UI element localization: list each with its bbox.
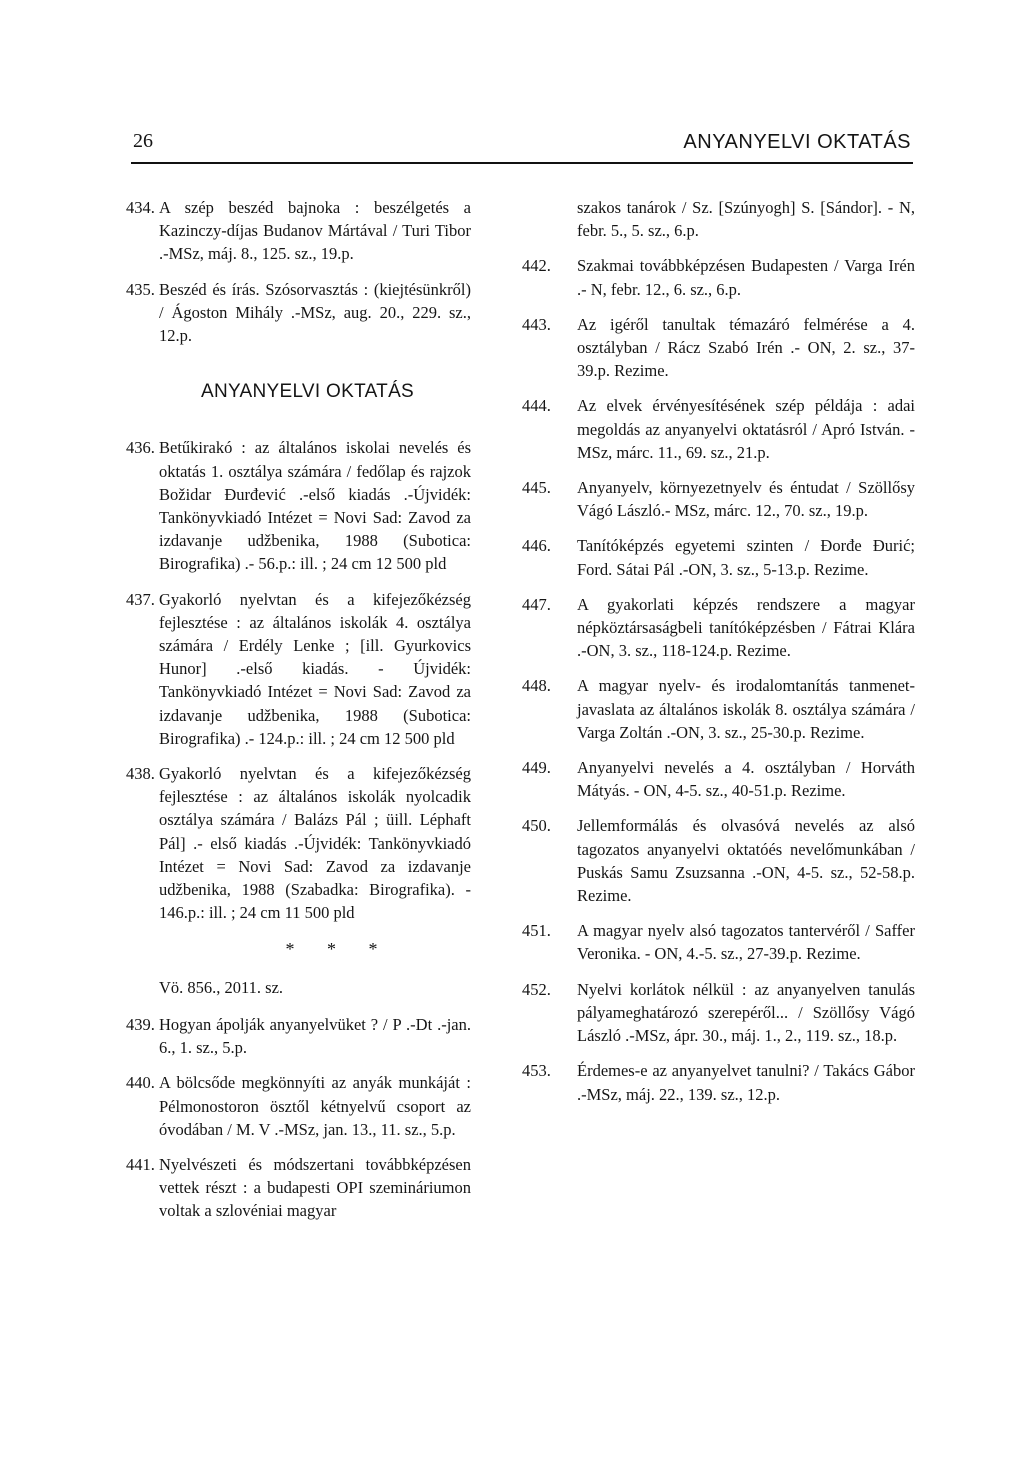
entry-number: 446. <box>522 536 551 556</box>
bib-entry-448 <box>522 674 915 744</box>
entry-text: Jellemformálás és olvasóvá nevelés az alsó tagozatos anyanyelvi oktatóés nevelőmunkában / Puskás Samu Zsuzsanna .-ON, 4-5. sz., 52-58.p. Rezime. <box>577 816 915 906</box>
entry-text: Az elvek érvényesítésének szép példája : adai megoldás az anyanyelvi oktatásról / Apró István. - MSz, márc. 11., 69. sz., 21.p. <box>577 396 915 462</box>
entry-number: 444. <box>522 396 551 416</box>
entry-text: Gyakorló nyelvtan és a kifejezőkézség fejlesztése : az általános iskolák 4. osztálya számára / Erdély Lenke ; [ill. Gyurkovics Hunor] .-első kiadás. - Újvidék: Tankönyvkiadó Intézet = Novi Sad: Zavod za izdavanje udžbenika, 1988 (Subotica: Birografika) .- 124.p.: ill. ; 24 cm 12 500 pld <box>159 589 471 748</box>
entry-text: A gyakorlati képzés rendszere a magyar népköztársaságbeli tanítóképzésben / Fátrai Klára .-ON, 3. sz., 118-124.p. Rezime. <box>577 594 915 661</box>
entry-continuation: szakos tanárok / Sz. [Szúnyogh] S. [Sándor]. - N, febr. 5., 5. sz., 6.p. <box>577 198 915 241</box>
entry-number: 435. <box>126 279 155 299</box>
entry-number: 445. <box>522 478 551 498</box>
entry-number: 437. <box>126 589 155 609</box>
entry-number: 436. <box>126 438 155 458</box>
bib-entry-441 <box>126 1153 471 1223</box>
entry-number: 438. <box>126 764 155 784</box>
entry-text: Nyelvi korlátok nélkül : az anyanyelven tanulás pályameghatározó szerepéről... / Szöllősy Vágó László .-MSz, ápr. 30., máj. 1., 2., 119. sz., 18.p. <box>577 979 915 1046</box>
separator-stars: * * * <box>285 939 392 960</box>
bib-entry-445 <box>522 476 915 522</box>
bib-entry-443 <box>522 313 915 383</box>
bib-entry-440 <box>126 1071 471 1141</box>
entry-text: Hogyan ápolják anyanyelvüket ? / P .-Dt .-jan. 6., 1. sz., 5.p. <box>159 1014 471 1058</box>
running-head: ANYANYELVI OKTATÁS <box>683 131 911 153</box>
header-rule <box>131 162 913 164</box>
entry-text: Gyakorló nyelvtan és a kifejezőkézség fejlesztése : az általános iskolák nyolcadik osztálya számára / Balázs Pál ; üill. Léphaft Pál] .- első kiadás .-Újvidék: Tankönyvkiadó Intézet = Novi Sad: Zavod za izdavanje udžbenika, 1988 (Szabadka: Birografika). - 146.p.: ill. ; 24 cm 11 500 pld <box>159 764 471 923</box>
bib-entry-451 <box>522 919 915 965</box>
bib-entry-437 <box>126 588 471 750</box>
bib-entry-439 <box>126 1013 471 1059</box>
entry-number: 443. <box>522 314 551 334</box>
see-also-reference: Vö. 856., 2011. sz. <box>159 977 284 997</box>
entry-number: 450. <box>522 816 551 836</box>
bib-entry-444 <box>522 394 915 464</box>
entry-number: 453. <box>522 1061 551 1081</box>
entry-text: A magyar nyelv alsó tagozatos tantervéről / Saffer Veronika. - ON, 4.-5. sz., 27-39.p. Rezime. <box>577 921 915 964</box>
entry-number: 447. <box>522 594 551 614</box>
entry-number: 452. <box>522 979 551 999</box>
entry-text: Betűkirakó : az általános iskolai nevelés és oktatás 1. osztálya számára / fedőlap és rajzok Božidar Đurđević .-első kiadás .-Újvidék: Tankönyvkiadó Intézet = Novi Sad: Zavod za izdavanje udžbenika, 1988 (Subotica: Birografika) .- 56.p.: ill. ; 24 cm 12 500 pld <box>159 438 471 574</box>
bib-entry-453 <box>522 1059 915 1105</box>
entry-text: Érdemes-e az anyanyelvet tanulni? / Takács Gábor .-MSz, máj. 22., 139. sz., 12.p. <box>577 1061 915 1104</box>
entry-text: Beszéd és írás. Szósorvasztás : (kiejtésünkről) / Ágoston Mihály .-MSz, aug. 20., 229. sz., 12.p. <box>159 279 471 346</box>
entry-number: 442. <box>522 256 551 276</box>
bib-entry-435 <box>126 278 471 348</box>
bib-entry-442 <box>522 254 915 300</box>
bib-entry-438 <box>126 762 471 924</box>
bib-entry-447 <box>522 593 915 663</box>
entry-number: 439. <box>126 1014 155 1034</box>
bib-entry-452 <box>522 978 915 1048</box>
entry-text: A szép beszéd bajnoka : beszélgetés a Kazinczy-díjas Budanov Mártával / Turi Tibor .-MSz, máj. 8., 125. sz., 19.p. <box>159 198 471 264</box>
bib-entry-436 <box>126 436 471 575</box>
entry-number: 449. <box>522 758 551 778</box>
bib-entry-434 <box>126 196 471 266</box>
bib-entry-446 <box>522 534 915 580</box>
entry-number: 448. <box>522 676 551 696</box>
entry-text: Az igéről tanultak témazáró felmérése a 4. osztályban / Rácz Szabó Irén .- ON, 2. sz., 37-39.p. Rezime. <box>577 314 915 381</box>
bib-entry-449 <box>522 756 915 802</box>
entry-text: Anyanyelv, környezetnyelv és éntudat / Szöllősy Vágó László.- MSz, márc. 12., 70. sz., 19.p. <box>577 478 915 521</box>
left-column <box>126 196 471 1235</box>
section-heading: ANYANYELVI OKTATÁS <box>200 381 415 403</box>
entry-number: 440. <box>126 1073 155 1093</box>
entry-number: 451. <box>522 921 551 941</box>
bib-entry-450 <box>522 814 915 907</box>
right-column <box>522 196 915 1118</box>
entry-text: Szakmai továbbképzésen Budapesten / Varga Irén .- N, febr. 12., 6. sz., 6.p. <box>577 256 915 299</box>
entry-text: Tanítóképzés egyetemi szinten / Đorđe Đurić; Ford. Sátai Pál .-ON, 3. sz., 5-13.p. Rezime. <box>577 536 915 579</box>
entry-number: 441. <box>126 1154 155 1174</box>
entry-text: A magyar nyelv- és irodalomtanítás tanmenet-javaslata az általános iskolák 8. osztálya számára / Varga Zoltán .-ON, 3. sz., 25-30.p. Rezime. <box>577 676 915 742</box>
page-number: 26 <box>133 130 153 152</box>
entry-text: Anyanyelvi nevelés a 4. osztályban / Horváth Mátyás. - ON, 4-5. sz., 40-51.p. Rezime. <box>577 758 915 801</box>
entry-text: A bölcsőde megkönnyíti az anyák munkáját : Pélmonostoron ösztől kétnyelvű csoport az óvodában / M. V .-MSz, jan. 13., 11. sz., 5.p. <box>159 1073 471 1139</box>
entry-number: 434. <box>126 198 155 217</box>
entry-text: Nyelvészeti és módszertani továbbképzésen vettek részt : a budapesti OPI szemináriumon voltak a szlovéniai magyar <box>159 1154 471 1221</box>
